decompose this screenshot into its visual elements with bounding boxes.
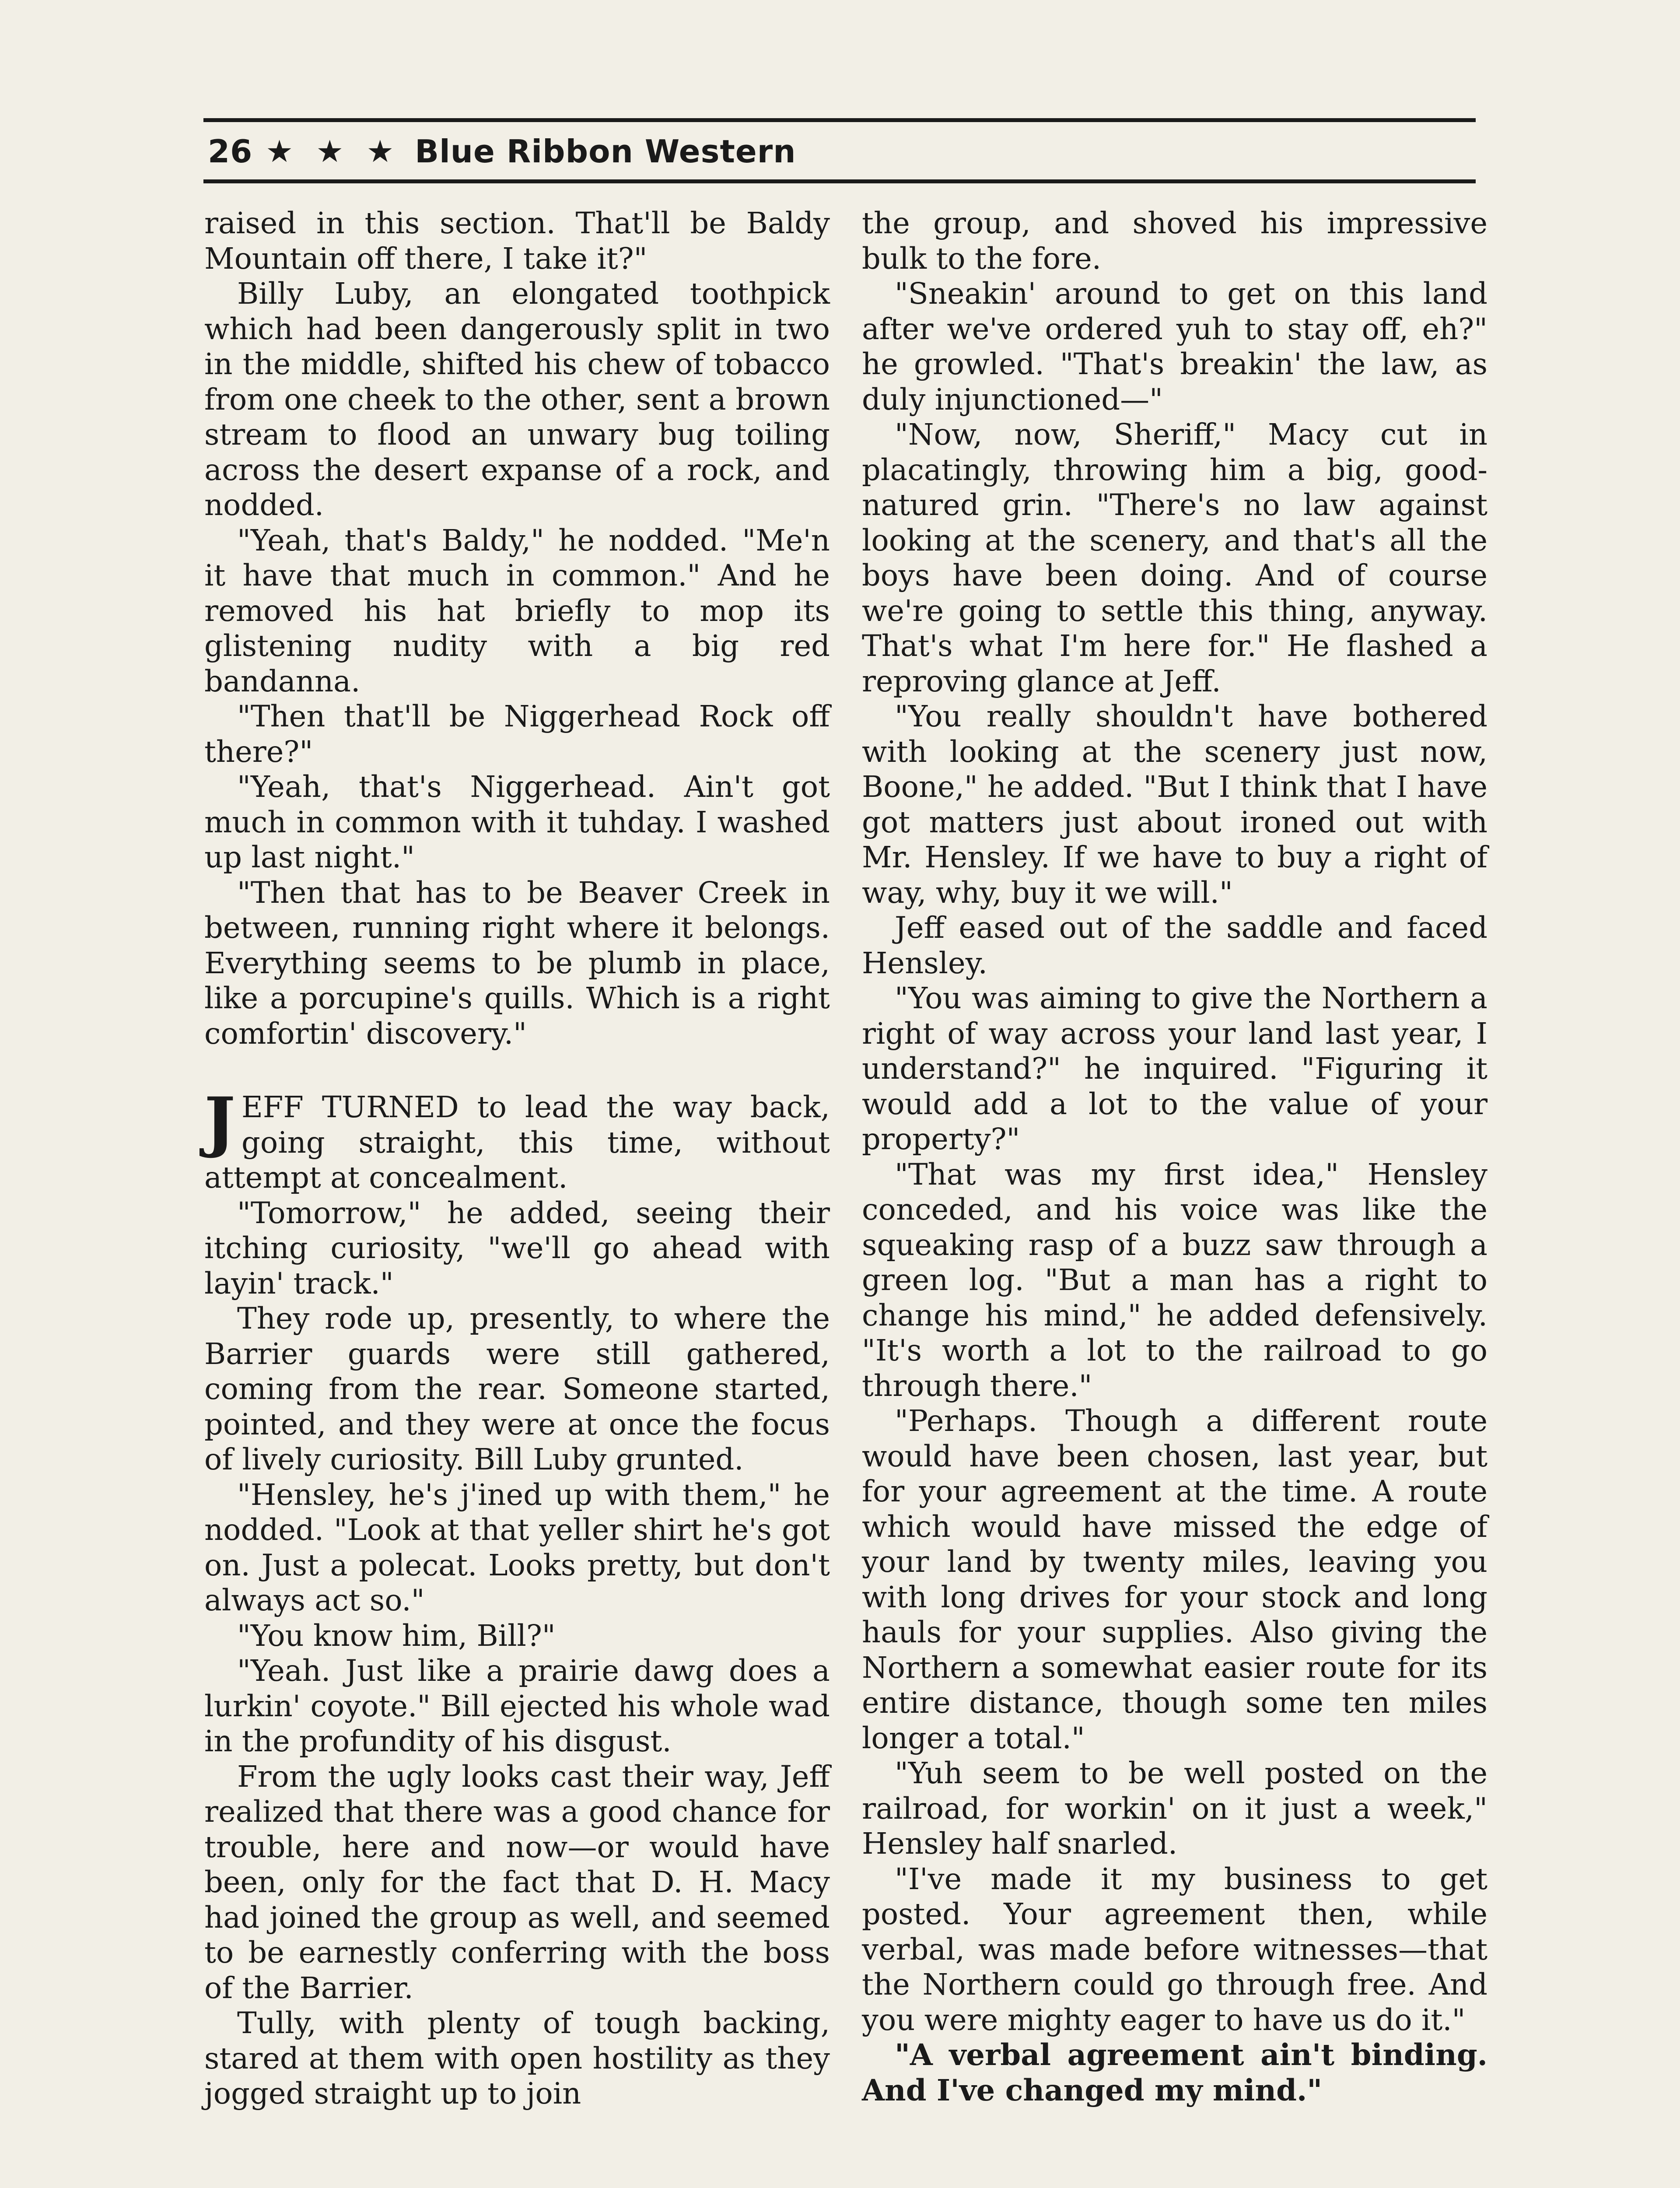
paragraph-bold: "A verbal agreement ain't binding. And I've changed my mind." <box>862 2037 1488 2107</box>
paragraph: "That was my first idea," Hensley conceded, and his voice was like the squeaking rasp of a buzz saw through a green log. "But a man has a right to change his mind," he added defensively. "It's worth a lot to the railroad to go through there." <box>862 1157 1488 1403</box>
paragraph: "Yuh seem to be well posted on the railroad, for workin' on it just a week," Hensley half snarled. <box>862 1756 1488 1861</box>
paragraph: "Yeah, that's Niggerhead. Ain't got much in common with it tuhday. I washed up last night." <box>204 770 830 874</box>
paragraph: "Then that has to be Beaver Creek in between, running right where it belongs. Everything seems to be plumb in place, like a porcupine's quills. Which is a right comfortin' discovery." <box>204 875 830 1051</box>
paragraph: "You really shouldn't have bothered with looking at the scenery just now, Boone," he added. "But I think that I have got matters just about ironed out with Mr. Hensley. If we have to buy a right of way, why, buy it we will." <box>862 699 1488 910</box>
paragraph: "Then that'll be Niggerhead Rock off there?" <box>204 699 830 769</box>
paragraph: From the ugly looks cast their way, Jeff realized that there was a good chance for trouble, here and now—or would have been, only for the fact that D. H. Macy had joined the group as well, and seemed to be earnestly conferring with the boss of the Barrier. <box>204 1759 830 2005</box>
paragraph: Jeff eased out of the saddle and faced Hensley. <box>862 911 1488 980</box>
paragraph: the group, and shoved his impressive bulk to the fore. <box>862 206 1488 276</box>
lead-in-caps: EFF TURNED <box>241 1090 459 1124</box>
text-column-right <box>862 206 1488 2108</box>
star-icons: ★ ★ ★ <box>266 133 400 169</box>
header-rule-bottom <box>203 179 1476 183</box>
paragraph: "Perhaps. Though a different route would have been chosen, last year, but for your agreement at the time. A route which would have missed the edge of your land by twenty miles, leaving you with long drives for your stock and long hauls for your supplies. Also giving the Northern a somewhat easier route for its entire distance, though some ten miles longer a total." <box>862 1404 1488 1755</box>
paragraph: "Hensley, he's j'ined up with them," he nodded. "Look at that yeller shirt he's got on. Just a polecat. Looks pretty, but don't always act so." <box>204 1477 830 1617</box>
running-header <box>208 127 1477 176</box>
section-opening-paragraph <box>204 1083 830 1196</box>
paragraph: "Sneakin' around to get on this land after we've ordered yuh to stay off, eh?" he growled. "That's breakin' the law, as duly injunctioned—" <box>862 277 1488 417</box>
paragraph: "Tomorrow," he added, seeing their itching curiosity, "we'll go ahead with layin' track." <box>204 1196 830 1301</box>
header-rule-top <box>203 118 1476 122</box>
paragraph: "Yeah, that's Baldy," he nodded. "Me'n it have that much in common." And he removed his hat briefly to mop its glistening nudity with a big red bandanna. <box>204 523 830 698</box>
text-column-left <box>204 206 830 2111</box>
paragraph: raised in this section. That'll be Baldy Mountain off there, I take it?" <box>204 206 830 276</box>
magazine-title: Blue Ribbon Western <box>415 133 796 170</box>
paragraph: "You was aiming to give the Northern a right of way across your land last year, I understand?" he inquired. "Figuring it would add a lot to the value of your property?" <box>862 981 1488 1156</box>
paragraph: "Now, now, Sheriff," Macy cut in placatingly, throwing him a big, good-natured grin. "There's no law against looking at the scenery, and that's all the boys have been doing. And of course we're going to settle this thing, anyway. That's what I'm here for." He flashed a reproving glance at Jeff. <box>862 417 1488 698</box>
paragraph: "Yeah. Just like a prairie dawg does a lurkin' coyote." Bill ejected his whole wad in the profundity of his disgust. <box>204 1654 830 1758</box>
paragraph: They rode up, presently, to where the Barrier guards were still gathered, coming from the rear. Someone started, pointed, and they were at once the focus of lively curiosity. Bill Luby grunted. <box>204 1301 830 1476</box>
paragraph: "You know him, Bill?" <box>237 1618 556 1653</box>
paragraph: "I've made it my business to get posted. Your agreement then, while verbal, was made before witnesses—that the Northern could go through free. And you were mighty eager to have us do it." <box>862 1862 1488 2037</box>
drop-cap: J <box>204 1083 235 1160</box>
paragraph: Billy Luby, an elongated toothpick which had been dangerously split in two in the middle, shifted his chew of tobacco from one cheek to the other, sent a brown stream to flood an unwary bug toiling across the desert expanse of a rock, and nodded. <box>204 277 830 522</box>
paragraph: Tully, with plenty of tough backing, stared at them with open hostility as they jogged straight up to join <box>204 2006 830 2111</box>
lead-in-text: to lead the way back, going straight, this time, without attempt at concealment. <box>204 1090 830 1195</box>
page-number: 26 <box>208 133 253 170</box>
